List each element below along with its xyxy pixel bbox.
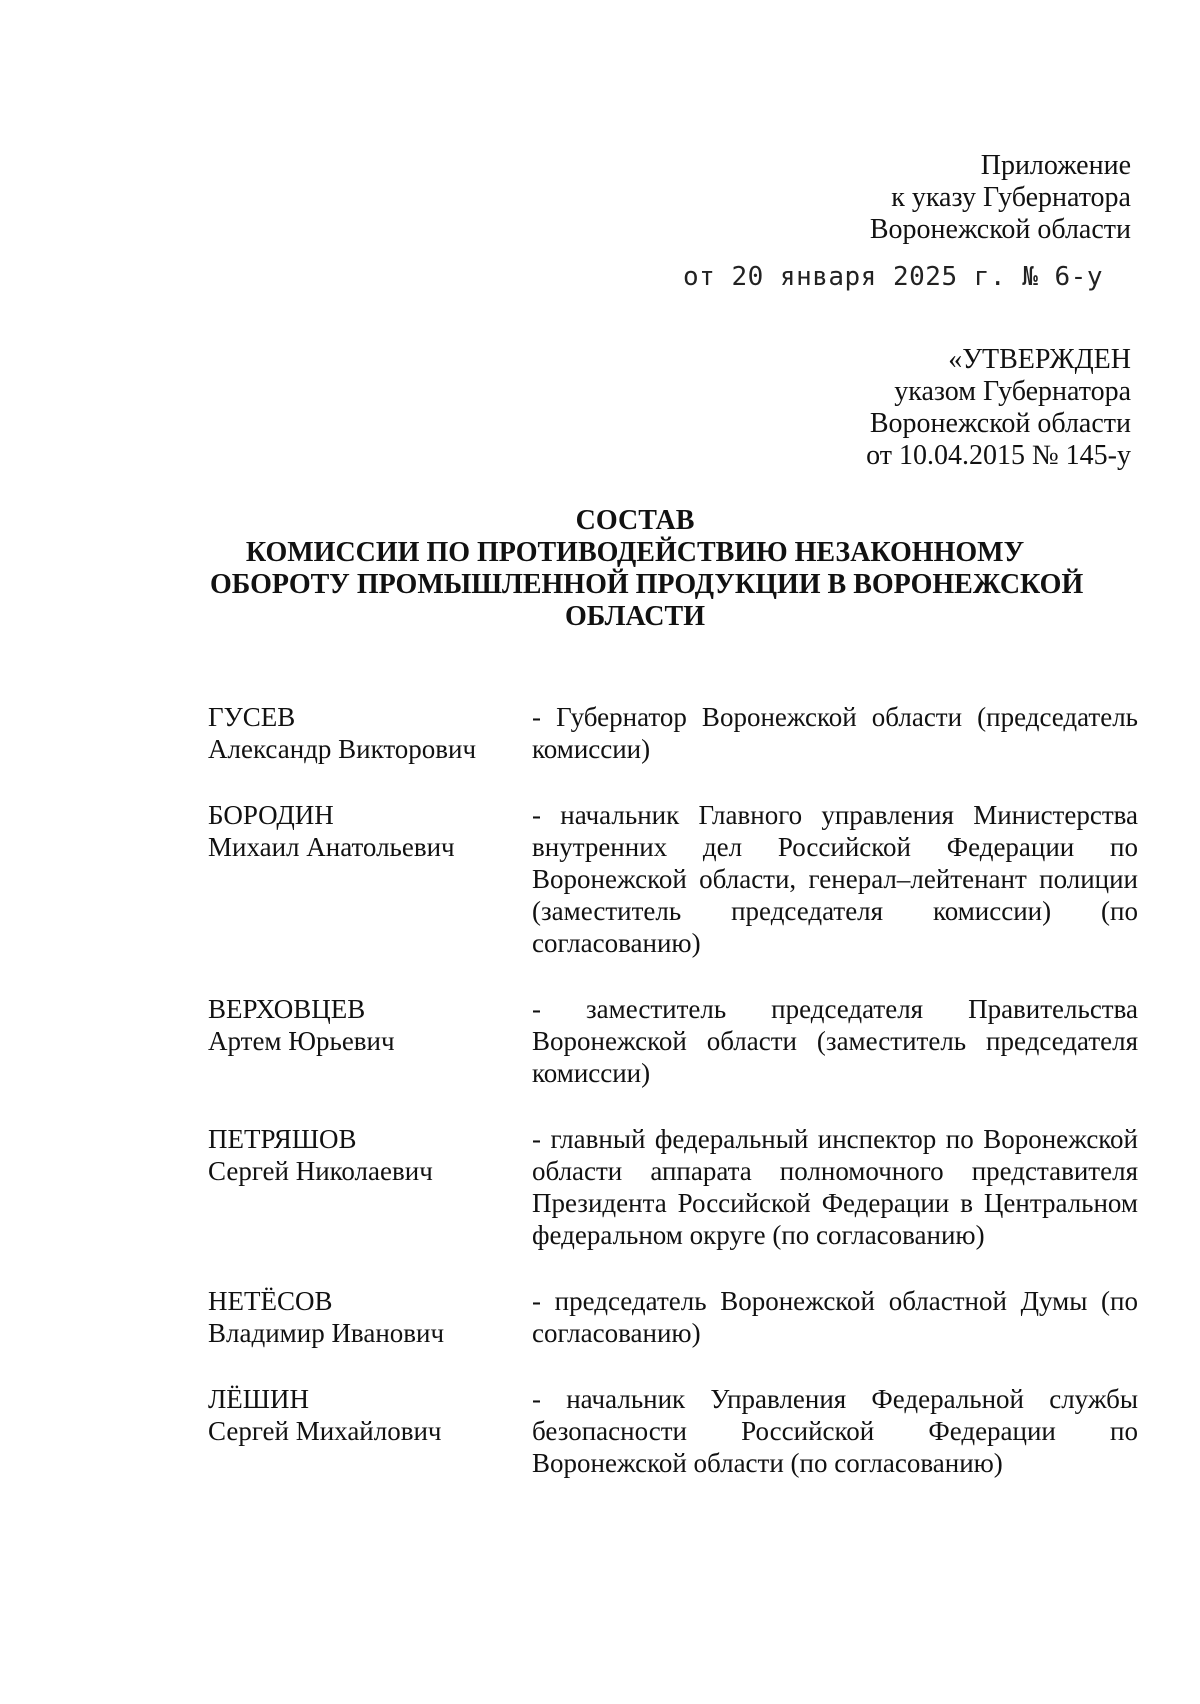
title-line-2: КОМИССИИ ПО ПРОТИВОДЕЙСТВИЮ НЕЗАКОННОМУ xyxy=(245,537,1025,568)
commission-members-list xyxy=(208,701,1138,1513)
member-surname: ПЕТРЯШОВ xyxy=(208,1124,357,1154)
member-name xyxy=(208,1383,532,1479)
member-row xyxy=(208,1123,1138,1251)
member-given-names: Михаил Анатольевич xyxy=(208,832,455,862)
member-row xyxy=(208,1285,1138,1349)
title-line-4: ОБЛАСТИ xyxy=(565,601,705,632)
member-role: - начальник Управления Федеральной службы безопасности Российской Федерации по Воронежской области (по согласованию) xyxy=(532,1384,1138,1478)
member-surname: ЛЁШИН xyxy=(208,1384,310,1414)
approval-line-4: от 10.04.2015 № 145-у xyxy=(866,440,1131,471)
member-row xyxy=(208,799,1138,959)
member-row xyxy=(208,1383,1138,1479)
member-surname: ВЕРХОВЦЕВ xyxy=(208,994,366,1024)
title-line-3: ОБОРОТУ ПРОМЫШЛЕННОЙ ПРОДУКЦИИ В ВОРОНЕЖСКОЙ xyxy=(210,569,1084,600)
member-role: - Губернатор Воронежской области (председатель комиссии) xyxy=(532,702,1138,764)
appendix-line-2: к указу Губернатора xyxy=(891,182,1131,213)
decree-date-number: от 20 января 2025 г. № 6-у xyxy=(683,262,1103,292)
member-row xyxy=(208,993,1138,1089)
member-name xyxy=(208,1123,532,1251)
member-name xyxy=(208,701,532,765)
title-line-1: СОСТАВ xyxy=(575,505,695,536)
member-given-names: Артем Юрьевич xyxy=(208,1026,395,1056)
member-surname: БОРОДИН xyxy=(208,800,334,830)
member-given-names: Владимир Иванович xyxy=(208,1318,445,1348)
member-surname: ГУСЕВ xyxy=(208,702,296,732)
appendix-line-1: Приложение xyxy=(980,150,1131,181)
member-surname: НЕТЁСОВ xyxy=(208,1286,333,1316)
approval-line-3: Воронежской области xyxy=(869,408,1131,439)
member-role: - заместитель председателя Правительства Воронежской области (заместитель председателя комиссии) xyxy=(532,994,1138,1088)
approval-line-2: указом Губернатора xyxy=(894,376,1131,407)
member-role: - начальник Главного управления Министерства внутренних дел Российской Федерации по Воронежской области, генерал–лейтенант полиции (заместитель председателя комиссии) (по согласованию) xyxy=(532,800,1138,958)
member-row xyxy=(208,701,1138,765)
approval-stamp xyxy=(866,344,1131,472)
member-given-names: Сергей Михайлович xyxy=(208,1416,442,1446)
document-title xyxy=(210,505,1084,633)
member-name xyxy=(208,799,532,959)
member-given-names: Сергей Николаевич xyxy=(208,1156,433,1186)
member-name xyxy=(208,1285,532,1349)
member-role: - председатель Воронежской областной Думы (по согласованию) xyxy=(532,1286,1138,1348)
approval-line-1: «УТВЕРЖДЕН xyxy=(948,344,1131,375)
member-given-names: Александр Викторович xyxy=(208,734,477,764)
member-name xyxy=(208,993,532,1089)
appendix-line-3: Воронежской области xyxy=(869,214,1131,245)
appendix-header xyxy=(870,150,1131,246)
member-role: - главный федеральный инспектор по Воронежской области аппарата полномочного представителя Президента Российской Федерации в Центральном федеральном округе (по согласованию) xyxy=(532,1124,1138,1250)
